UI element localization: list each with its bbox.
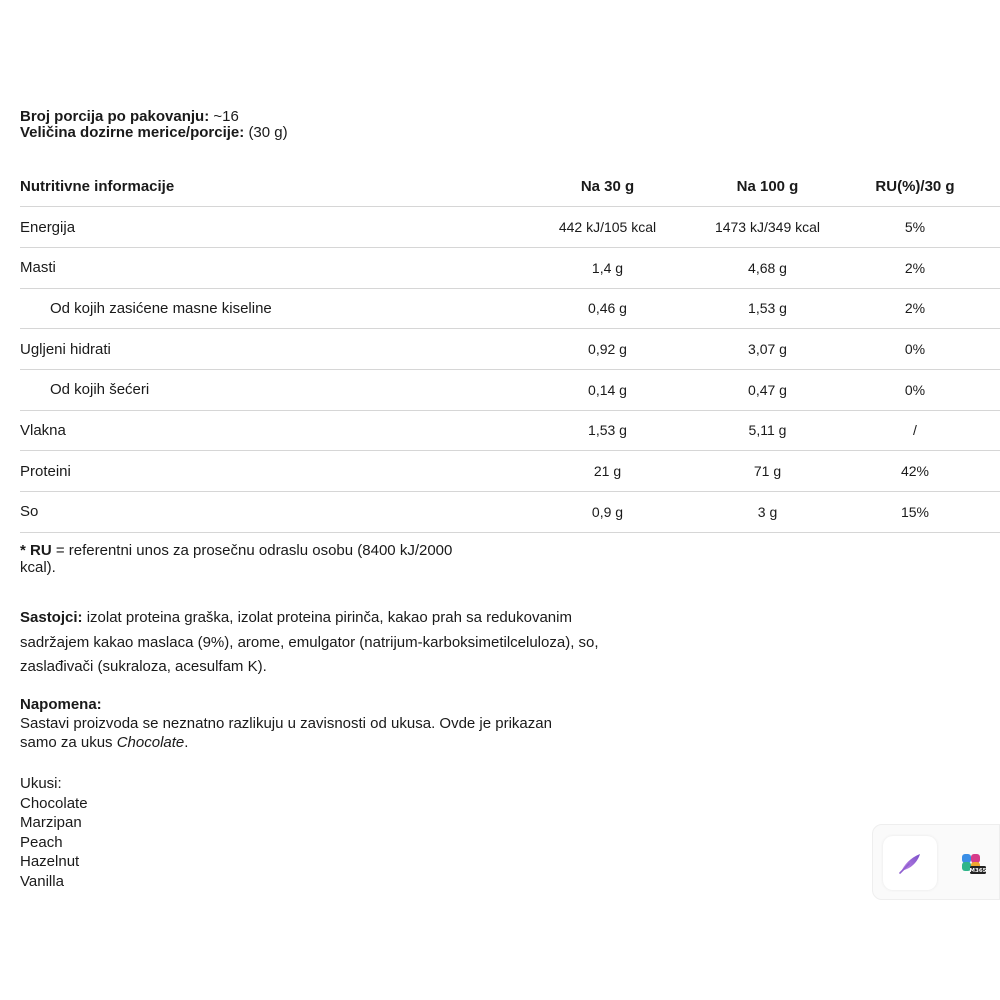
table-row <box>20 492 1000 533</box>
table-row <box>20 288 1000 329</box>
servings-info <box>20 109 288 141</box>
row-ru: 42% <box>830 451 1000 492</box>
row-per-30g: 21 g <box>510 451 705 492</box>
table-header-row <box>20 166 1000 207</box>
assistant-widget <box>872 824 1000 900</box>
row-name: Od kojih zasićene masne kiseline <box>20 288 510 329</box>
feather-icon <box>896 849 924 877</box>
ru-footnote <box>20 542 490 576</box>
table-row <box>20 247 1000 288</box>
scoop-line <box>20 125 288 141</box>
header-ru-percent: RU(%)/30 g <box>830 166 1000 207</box>
note-text: Sastavi proizvoda se neznatno razlikuju u zavisnosti od ukusa. Ovde je prikazan samo za ukus <box>20 715 552 751</box>
row-ru: 5% <box>830 207 1000 248</box>
copilot-button[interactable] <box>945 836 999 890</box>
note-flavor: Chocolate <box>116 734 185 751</box>
note-end: . <box>184 734 189 751</box>
flavor-item: Marzipan <box>20 814 82 831</box>
feather-button[interactable] <box>883 836 937 890</box>
row-ru: 0% <box>830 369 1000 410</box>
portions-value: ~16 <box>213 108 239 125</box>
header-per-30g: Na 30 g <box>510 166 705 207</box>
table-row <box>20 410 1000 451</box>
scoop-value: (30 g) <box>248 124 288 141</box>
ingredients-text: izolat proteina graška, izolat proteina pirinča, kakao prah sa redukovanim sadržajem kakao maslaca (9%), arome, emulgator (natrijum-karboksimetilceluloza), so, zaslađivači (sukraloza, acesulfam K). <box>20 609 599 675</box>
ingredients-block <box>20 606 600 680</box>
row-name: Energija <box>20 207 510 248</box>
portions-label: Broj porcija po pakovanju: <box>20 108 210 125</box>
flavors-label: Ukusi: <box>20 775 62 792</box>
row-per-100g: 3,07 g <box>705 329 830 370</box>
row-name: So <box>20 492 510 533</box>
table-row <box>20 329 1000 370</box>
flavor-item: Hazelnut <box>20 853 80 870</box>
row-per-100g: 5,11 g <box>705 410 830 451</box>
flavor-item: Chocolate <box>20 794 88 812</box>
row-ru: 2% <box>830 288 1000 329</box>
note-body <box>20 714 590 752</box>
copilot-badge: M365 <box>969 868 987 874</box>
row-per-30g: 0,14 g <box>510 369 705 410</box>
footnote-marker: * RU <box>20 542 52 559</box>
row-per-100g: 71 g <box>705 451 830 492</box>
portions-line <box>20 109 288 125</box>
row-per-100g: 3 g <box>705 492 830 533</box>
row-name: Proteini <box>20 451 510 492</box>
row-per-30g: 0,46 g <box>510 288 705 329</box>
row-ru: 0% <box>830 329 1000 370</box>
row-name: Ugljeni hidrati <box>20 329 510 370</box>
ingredients-label: Sastojci: <box>20 609 83 626</box>
row-per-100g: 1473 kJ/349 kcal <box>705 207 830 248</box>
flavors-list <box>20 774 88 891</box>
table-row <box>20 451 1000 492</box>
header-per-100g: Na 100 g <box>705 166 830 207</box>
row-ru: 2% <box>830 247 1000 288</box>
flavor-item: Vanilla <box>20 872 64 890</box>
table-row <box>20 369 1000 410</box>
row-name: Vlakna <box>20 410 510 451</box>
row-per-30g: 442 kJ/105 kcal <box>510 207 705 248</box>
copilot-icon <box>958 849 988 879</box>
row-per-30g: 1,53 g <box>510 410 705 451</box>
row-per-100g: 4,68 g <box>705 247 830 288</box>
row-name: Masti <box>20 247 510 288</box>
note-block <box>20 695 590 752</box>
row-ru: 15% <box>830 492 1000 533</box>
row-per-30g: 1,4 g <box>510 247 705 288</box>
scoop-label: Veličina dozirne merice/porcije: <box>20 124 245 141</box>
nutrition-table <box>20 166 1000 533</box>
flavor-item: Peach <box>20 833 63 851</box>
row-per-100g: 1,53 g <box>705 288 830 329</box>
row-per-100g: 0,47 g <box>705 369 830 410</box>
footnote-text: = referentni unos za prosečnu odraslu osobu (8400 kJ/2000 kcal). <box>20 542 453 576</box>
row-ru: / <box>830 410 1000 451</box>
header-nutrition: Nutritivne informacije <box>20 166 510 207</box>
row-per-30g: 0,92 g <box>510 329 705 370</box>
row-name: Od kojih šećeri <box>20 369 510 410</box>
note-label: Napomena: <box>20 696 102 713</box>
table-row <box>20 207 1000 248</box>
row-per-30g: 0,9 g <box>510 492 705 533</box>
